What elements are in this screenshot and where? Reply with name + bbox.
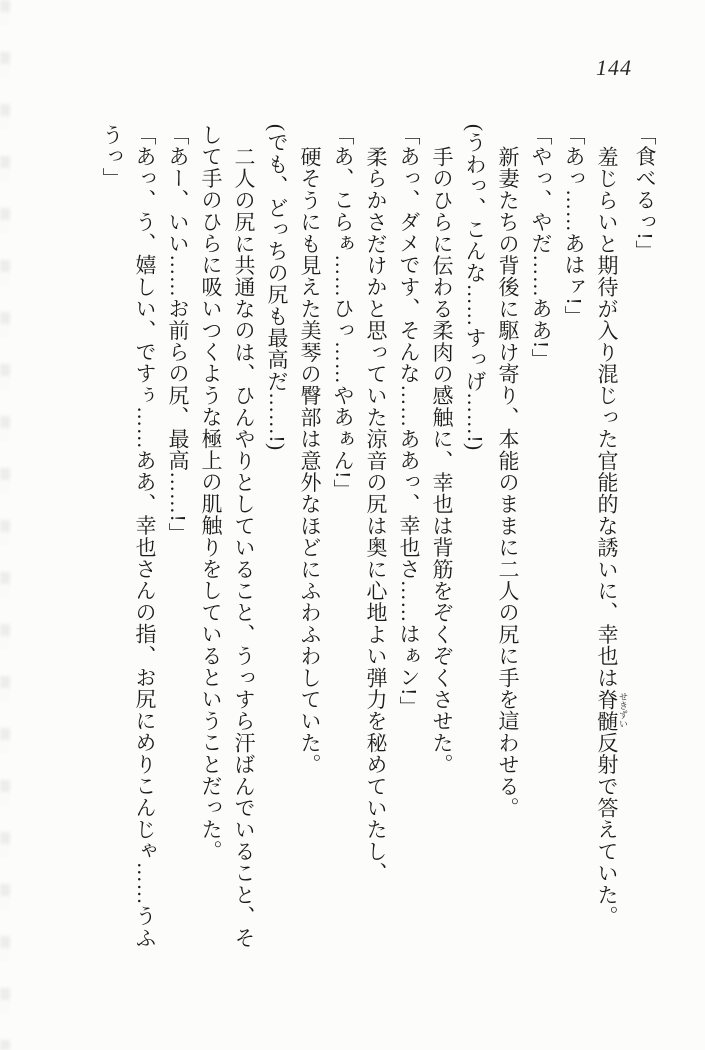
- text-column: 「あー、いい……お前らの尻、最高……!」: [166, 124, 190, 544]
- text-column: うっ」: [100, 124, 124, 190]
- text-column: して手のひらに吸いつくような極上の肌触りをしているということだった。: [199, 124, 223, 862]
- text-column: 硬そうにも見えた美琴の臀部は意外なほどにふわふわしていた。: [298, 146, 322, 776]
- text-column: 羞じらいと期待が入り混じった官能的な誘いに、幸也は脊髄 せきずい反射で答えていた。: [595, 146, 628, 928]
- page-number: 144: [596, 55, 632, 80]
- text-column: 「あっ……あはァ!」: [562, 124, 586, 327]
- furigana-ruby: 脊髄 せきずい: [595, 688, 628, 732]
- text-column: 「やっ、やだ……ああ!」: [529, 124, 553, 371]
- text-column: (うわっ、こんな……すっげ……!): [463, 124, 487, 451]
- text-column: 「あっ、う、嬉しい、ですぅ……ああ、幸也さんの指、お尻にめりこんじゃ……うふ: [133, 124, 157, 949]
- text-column: 柔らかさだけかと思っていた涼音の尻は奥に心地よい弾力を秘めていたし、: [364, 146, 388, 884]
- text-column: 二人の尻に共通なのは、ひんやりとしていること、うっすら汗ばんでいること、そ: [232, 146, 256, 949]
- text-column: 新妻たちの背後に駆け寄り、本能のままに二人の尻に手を這わせる。: [496, 146, 520, 819]
- text-column: (でも、どっちの尻も最高だ……!): [265, 124, 289, 451]
- text-column: 「あ、こらぁ……ひっ……やあぁん!」: [331, 124, 355, 501]
- text-column: 「あっ、ダメです、そんな……ああっ、幸也さ……はぁン!」: [397, 124, 421, 718]
- text-column: 手のひらに伝わる柔肉の感触に、幸也は背筋をぞくぞくさせた。: [430, 146, 454, 776]
- vertical-text-block: [95, 124, 661, 956]
- page-gutter-artifact: [0, 0, 10, 1050]
- text-column: 「食べるっ!」: [633, 124, 657, 262]
